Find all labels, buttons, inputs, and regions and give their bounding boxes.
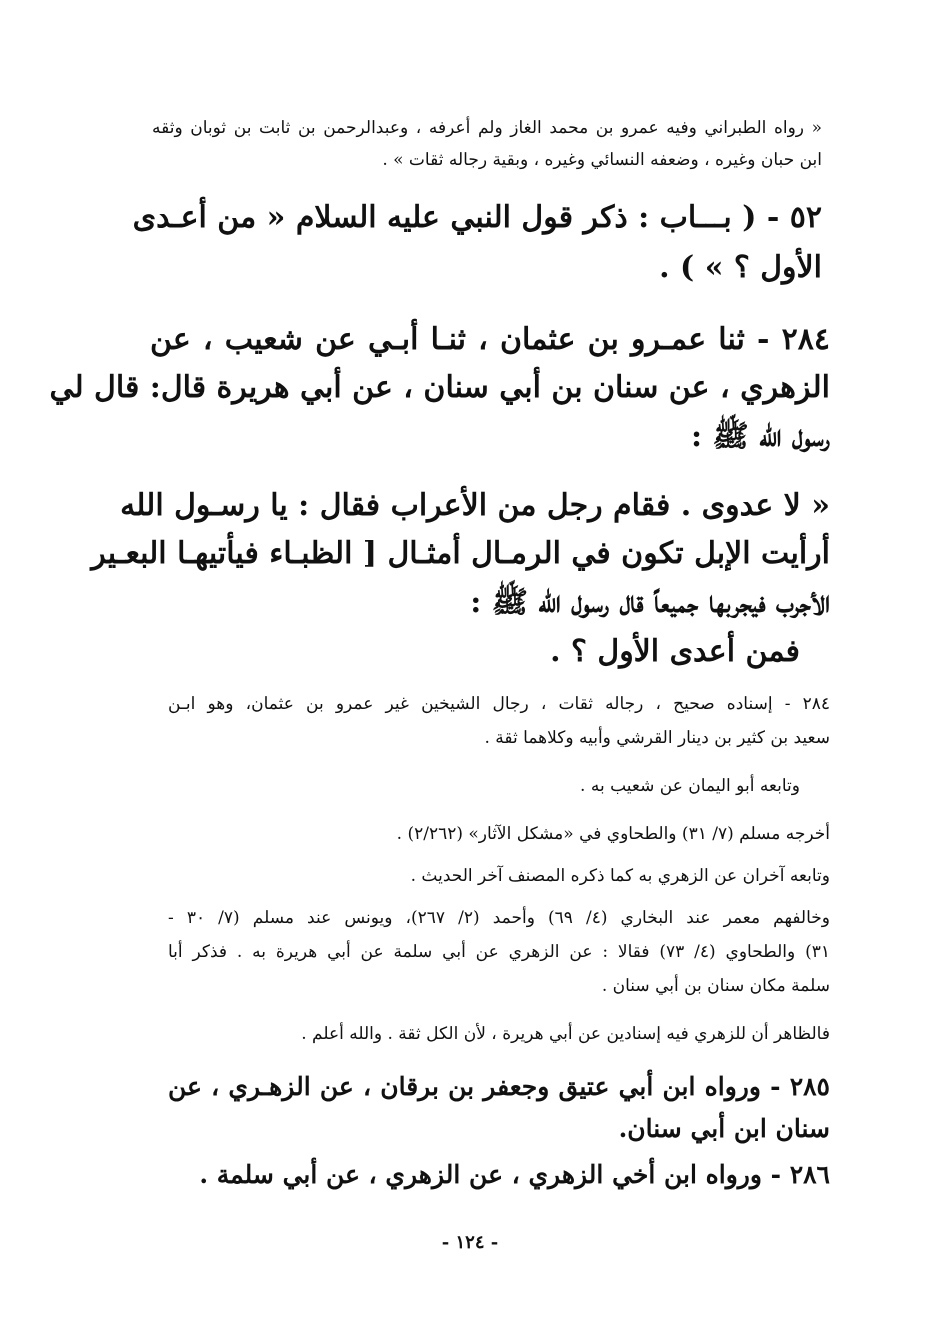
top-note-line-1: « رواه الطبراني وفيه عمرو بن محمد الغاز ولم أعرفه ، وعبدالرحمن بن ثابت بن ثوبان وثقه <box>152 118 822 138</box>
commentary-p1-line-1: ٢٨٤ - إسناده صحيح ، رجاله ثقات ، رجال الشيخين غير عمرو بن عثمان، وهو ابـن <box>168 694 830 714</box>
hadith-284-matn-4: فمن أعدى الأول ؟ . <box>550 634 800 669</box>
hadith-285-line-1: ٢٨٥ - ورواه ابن أبي عتيق وجعفر بن برقان ، عن الزهـري ، عن <box>168 1072 830 1101</box>
hadith-286-line-1: ٢٨٦ - ورواه ابن أخي الزهري ، عن الزهري ، عن أبي سلمة . <box>199 1160 830 1189</box>
hadith-284-matn-1: « لا عدوى . فقام رجل من الأعراب فقال : يا رسـول الله <box>120 488 830 523</box>
hadith-284-line-2: الزهري ، عن سنان بن أبي سنان ، عن أبي هريرة قال: قال لي <box>49 370 830 405</box>
chapter-heading-line-1: ٥٢ - ( بـــاب : ذكر قول النبي عليه السلام « من أعـدى <box>132 200 822 235</box>
commentary-p3: أخرجه مسلم (٧/ ٣١) والطحاوي في «مشكل الآثار» (٢/٢٦٢) . <box>396 824 830 844</box>
commentary-p1-line-2: سعيد بن كثير بن دينار القرشي وأبيه وكلاهما ثقة . <box>484 728 830 748</box>
hadith-284-matn-2: أرأيت الإبل تكون في الرمـال أمثـال [ الظبـاء فيأتيهـا البعـير <box>91 536 830 571</box>
top-note-line-2: ابن حبان وغيره ، وضعفه النسائي وغيره ، وبقية رجاله ثقات » . <box>382 150 822 170</box>
hadith-285-line-2: سنان ابن أبي سنان. <box>618 1114 830 1143</box>
page-number: - ١٢٤ - <box>441 1232 499 1253</box>
hadith-284-line-1: ٢٨٤ - ثنا عمـرو بن عثمان ، ثنـا أبـي عن شعيب ، عن <box>150 322 830 357</box>
commentary-p5-line-3: سلمة مكان سنان بن أبي سنان . <box>601 976 830 996</box>
commentary-p2: وتابعه أبو اليمان عن شعيب به . <box>580 776 800 796</box>
commentary-p5-line-2: ٣١) والطحاوي (٤/ ٧٣) فقالا : عن الزهري عن أبي سلمة عن أبي هريرة به . فذكر أبا <box>168 942 830 962</box>
hadith-284-line-3: رسول الله ﷺ : <box>690 419 830 454</box>
commentary-p5-line-1: وخالفهم معمر عند البخاري (٤/ ٦٩) وأحمد (٢/ ٢٦٧)، ويونس عند مسلم (٧/ ٣٠ - <box>168 908 830 928</box>
chapter-heading-line-2: الأول ؟ » ) . <box>659 250 822 285</box>
commentary-p4: وتابعه آخران عن الزهري به كما ذكره المصنف آخر الحديث . <box>410 866 830 886</box>
commentary-p6: فالظاهر أن للزهري فيه إسنادين عن أبي هريرة ، لأن الكل ثقة . والله أعلم . <box>301 1024 830 1044</box>
hadith-284-matn-3: الأجرب فيجربها جميعاً قال رسول الله ﷺ : <box>470 585 830 620</box>
